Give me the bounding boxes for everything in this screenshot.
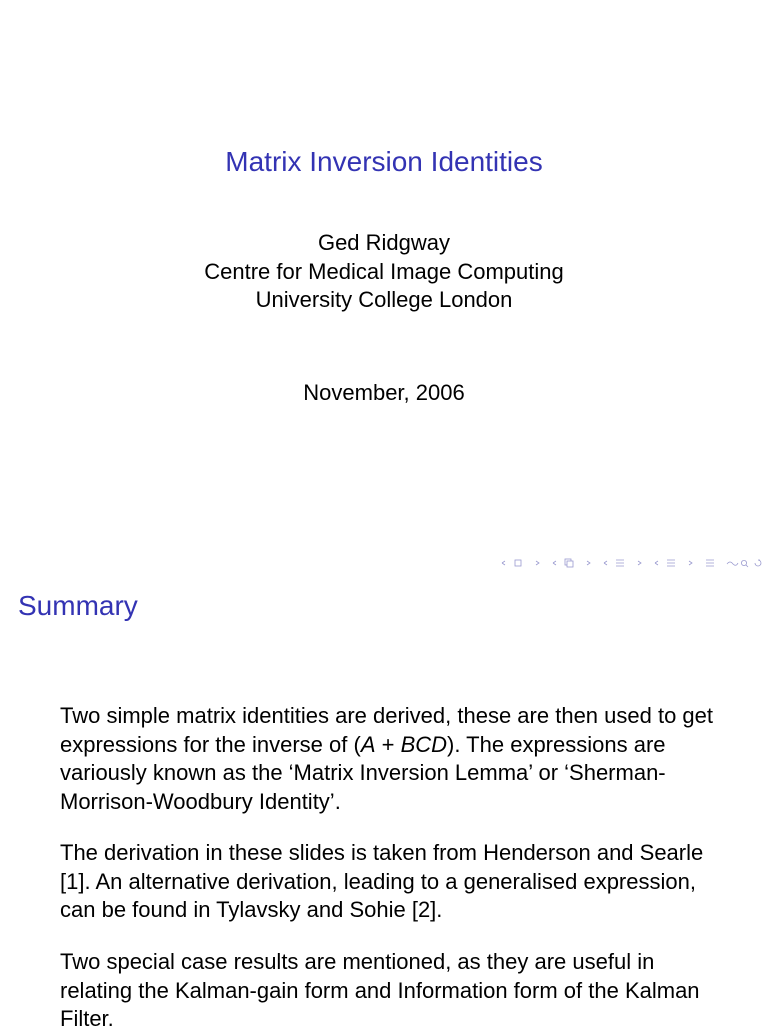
institute-line-1: Centre for Medical Image Computing [204,258,564,284]
summary-paragraph-1 [60,702,720,816]
institute-line-2: University College London [255,287,513,312]
math-plus: + [375,731,401,757]
summary-paragraph-3: Two special case results are mentioned, as they are useful in relating the Kalman-gain form and Information form of the Kalman Filter. [60,949,700,1031]
nav-search-group [725,558,765,568]
nav-section-icon[interactable] [602,558,644,568]
author-block [0,229,768,315]
nav-subsection2-group [653,558,695,568]
summary-p1-text-b: ). The expressions are variously known as the ‘Matrix Inversion Lemma’ or ‘Sherman-Morrison-Woodbury Identity’. [60,731,666,814]
nav-document-icon[interactable] [704,558,716,568]
nav-search-icon[interactable] [725,558,765,568]
slide-title: Matrix Inversion Identities [225,146,543,177]
slide-date: November, 2006 [303,380,465,405]
nav-section-group [602,558,644,568]
summary-p1-text-a: Two simple matrix identities are derived, these are then used to get expressions for the inverse of ( [60,703,714,757]
nav-frame-group [500,558,542,568]
math-a: A [360,731,376,757]
math-bcd: BCD [400,731,448,757]
nav-frame-icon[interactable] [500,558,542,568]
summary-title: Summary [18,590,138,621]
author-name: Ged Ridgway [317,230,451,255]
beamer-navigation-bar [500,557,768,569]
nav-document-group [704,558,716,568]
nav-subsection-icon[interactable] [551,558,593,568]
summary-paragraph-2: The derivation in these slides is taken from Henderson and Searle [1]. An alternative derivation, leading to a generalised expression, can be found in Tylavsky and Sohie [2]. [60,840,704,922]
nav-subsection2-icon[interactable] [653,558,695,568]
nav-subsection-group [551,558,593,568]
